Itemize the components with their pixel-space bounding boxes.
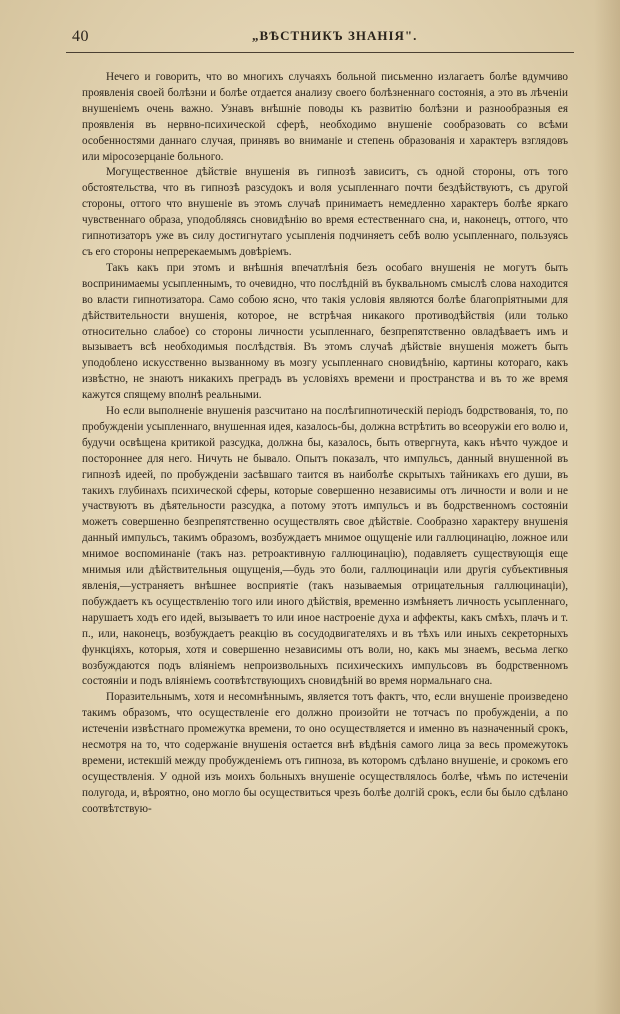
paragraph-4: Но если выполненіе внушенія разсчитано на послѣгипнотическій періодъ бодрствованія, то, по пробужденіи усыпленнаго, внушенная идея, казалось-бы, должна встрѣтить во всеоружіи его волю и, будучи освѣщена критикой разсудка, должна бы, казалось, быть отвергнута, какъ нѣчто чуждое и постороннее для него. Ничуть не бывало. Опытъ показалъ, что импульсъ, данный внушенной въ гипнозѣ идеей, по пробужденіи засѣвшаго таится въ наиболѣе скрытыхъ тайникахъ его души, въ такихъ глубинахъ психической сферы, которые совершенно независимы отъ личности и воли и не участвуютъ въ дѣятельности разсудка, а потому этотъ импульсъ и въ бодрственномъ состояніи можетъ совершенно безпрепятственно осуществлять свое дѣйствіе. Сообразно характеру внушенія данный импульсъ, такимъ образомъ, возбуждаетъ мнимое ощущеніе или галлюцинацію, ложное или мнимое воспоминаніе (такъ наз. ретроактивную галлюцинацію), подавляетъ существующія еще мнимыя или дѣйствительныя ощущенія,—будь это боли, галлюцинаціи или другія субъективныя явленія,—устраняетъ внѣшнее восприятіе (такъ называемыя отрицательныя галлюцинаціи), побуждаетъ къ осуществленію того или иного дѣйствія, временно измѣняетъ личность усыпленнаго, нарушаетъ ходъ его идей, вызываетъ то или иное настроеніе духа и аффекты, какъ смѣхъ, плачъ и т. п., или, наконецъ, возбуждаетъ реакцію въ сосудодвигателяхъ и въ тѣхъ или иныхъ секреторныхъ функціяхъ, которыя, хотя и совершенно независимы отъ воли, но, какъ мы знаемъ, весьма легко возбуждаются подъ вліяніемъ непроизвольныхъ психическихъ импульсовъ въ бодрственномъ состояніи и подъ вліяніемъ соотвѣтствующихъ сновидѣній во время нормальнаго сна. [82, 405, 568, 688]
article-body [82, 70, 568, 818]
page-header [72, 28, 572, 50]
paragraph-5: Поразительнымъ, хотя и несомнѣннымъ, является тотъ фактъ, что, если внушеніе произведено такимъ образомъ, что осуществленіе его должно произойти не тотчасъ по пробужденіи, а по истеченіи извѣстнаго промежутка времени, то оно осуществляется и именно въ назначенный срокъ, несмотря на то, что содержаніе внушенія остается внѣ вѣдѣнія самого лица за весь промежутокъ времени, истекшій между пробужденіемъ отъ гипноза, въ которомъ сдѣлано внушеніе, и срокомъ его осуществленія. У одной изъ моихъ больныхъ внушеніе осуществлялось болѣе, чѣмъ по истеченіи полугода, и, вѣроятно, оно могло бы осуществиться чрезъ болѣе долгій срокъ, если бы было сдѣлано соотвѣтствую- [82, 691, 568, 815]
page-number: 40 [72, 28, 89, 45]
paragraph-1: Нечего и говорить, что во многихъ случаяхъ больной письменно излагаетъ болѣе вдумчиво проявленія своей болѣзни и болѣе отдается анализу своего болѣзненнаго состоянія, а это въ лѣченіи внушеніемъ очень важно. Узнавъ внѣшніе поводы къ развитію болѣзни и разнообразныя ея проявленія въ нервно-психической сферѣ, необходимо внушеніе сообразовать со всѣми особенностями даннаго случая, принявъ во вниманіе и степень образованія и характеръ взглядовъ или міросозерцаніе больного. [82, 71, 568, 163]
paragraph-3: Такъ какъ при этомъ и внѣшнія впечатлѣнія безъ особаго внушенія не могутъ быть воспринимаемы усыпленнымъ, то очевидно, что послѣдній въ буквальномъ смыслѣ слова находится во власти гипнотизатора. Само собою ясно, что такія условія являются болѣе благопріятными для дѣйствительности внушенія, которое, не встрѣчая никакого противодѣйствія (или только относительно слабое) со стороны личности усыпленнаго, безпрепятственно овладѣваетъ имъ и вызываетъ всѣ необходимыя послѣдствія. Въ этомъ случаѣ дѣйствіе внушенія можетъ быть уподоблено искусственно вызванному въ мозгу усыпленнаго сновидѣнію, картины котораго, какъ извѣстно, не знаютъ никакихъ преградъ въ условіяхъ времени и пространства и въ то же время кажутся спящему вполнѣ реальными. [82, 261, 568, 402]
running-title: „ВѢСТНИКЪ ЗНАНІЯ". [252, 28, 418, 43]
header-rule [66, 52, 574, 53]
paragraph-2: Могущественное дѣйствіе внушенія въ гипнозѣ зависитъ, съ одной стороны, отъ того обстоятельства, что въ гипнозѣ разсудокъ и воля усыпленнаго почти бездѣйствуютъ, съ другой стороны, оттого что внушеніе въ этомъ случаѣ принимаетъ немедленно характеръ болѣе яркаго чувственнаго образа, уподобляясь сновидѣнію во время естественнаго сна, и, наконецъ, оттого, что гипнотизаторъ уже въ силу достигнутаго усыпленія подчиняетъ себѣ волю усыпленнаго, пользуясь съ его стороны непререкаемымъ довѣріемъ. [82, 166, 568, 258]
